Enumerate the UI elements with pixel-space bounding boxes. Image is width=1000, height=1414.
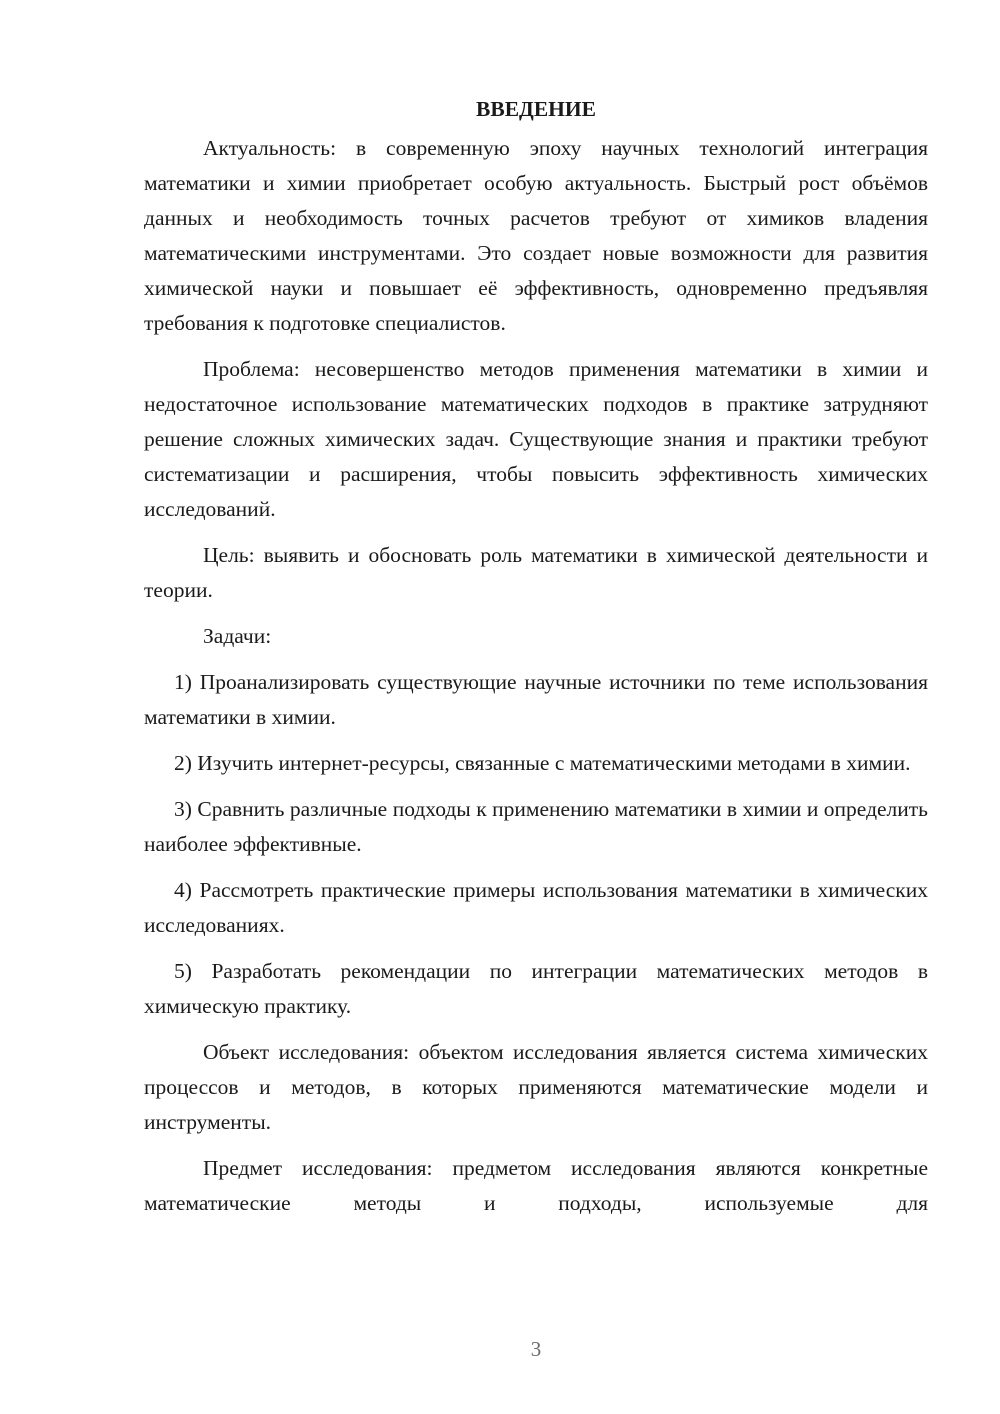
page-content xyxy=(144,92,928,1232)
task-item-4: 4) Рассмотреть практические примеры использования математики в химических исследованиях. xyxy=(144,878,928,937)
paragraph-object: Объект исследования: объектом исследования является система химических процессов и методов, в которых применяются математические модели и инструменты. xyxy=(144,1040,928,1134)
page-number: 3 xyxy=(530,1337,542,1361)
task-item-3: 3) Сравнить различные подходы к применению математики в химии и определить наиболее эффективные. xyxy=(144,797,928,856)
paragraph-goal: Цель: выявить и обосновать роль математики в химической деятельности и теории. xyxy=(144,543,928,602)
paragraph-problem: Проблема: несовершенство методов применения математики в химии и недостаточное использование математических подходов в практике затрудняют решение сложных химических задач. Существующие знания и практики требуют систематизации и расширения, чтобы повысить эффективность химических исследований. xyxy=(144,357,928,521)
tasks-label: Задачи: xyxy=(203,624,272,648)
section-heading: ВВЕДЕНИЕ xyxy=(476,97,596,121)
task-item-2: 2) Изучить интернет-ресурсы, связанные с математическими методами в химии. xyxy=(174,751,911,775)
task-item-5: 5) Разработать рекомендации по интеграции математических методов в химическую практику. xyxy=(144,959,928,1018)
task-item-1: 1) Проанализировать существующие научные источники по теме использования математики в химии. xyxy=(144,670,928,729)
paragraph-relevance: Актуальность: в современную эпоху научных технологий интеграция математики и химии приобретает особую актуальность. Быстрый рост объёмов данных и необходимость точных расчетов требуют от химиков владения математическими инструментами. Это создает новые возможности для развития химической науки и повышает её эффективность, одновременно предъявляя требования к подготовке специалистов. xyxy=(144,136,928,335)
paragraph-subject: Предмет исследования: предметом исследования являются конкретные математические методы и подходы, используемые для xyxy=(144,1156,928,1215)
